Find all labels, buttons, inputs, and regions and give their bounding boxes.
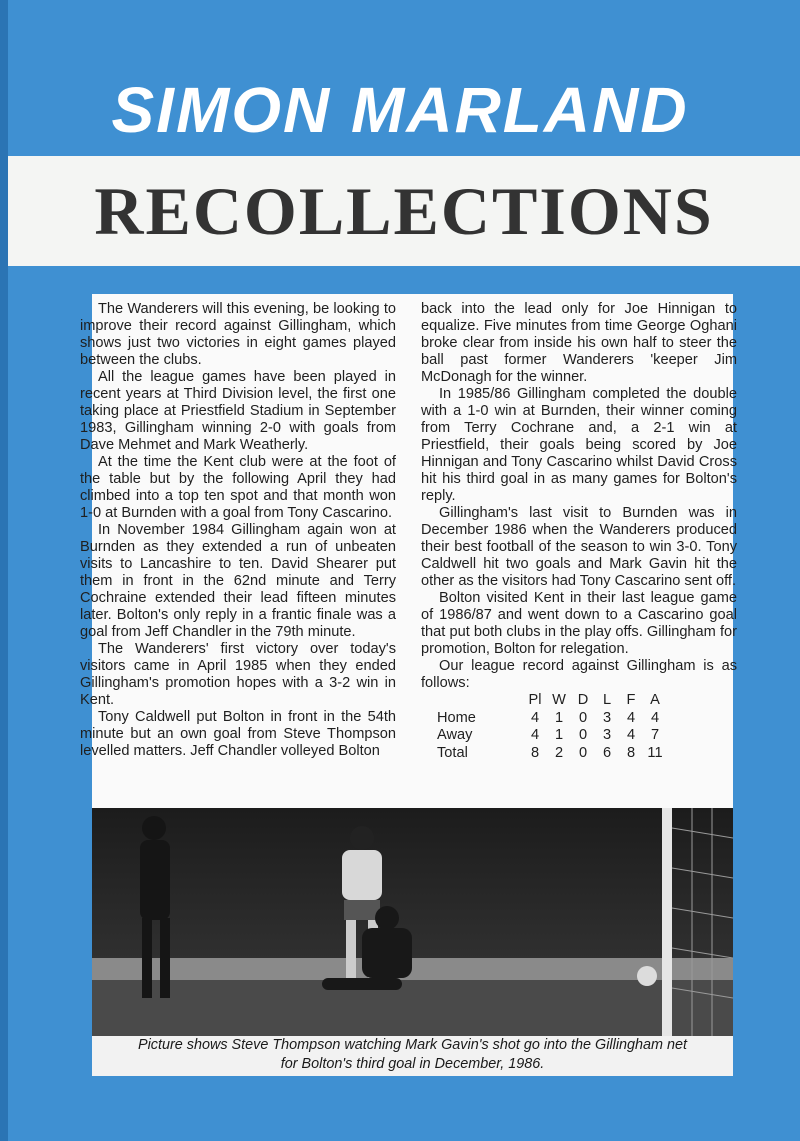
cell: 2 <box>554 744 564 761</box>
article-column-right <box>421 301 737 762</box>
cell: 4 <box>530 727 540 743</box>
football <box>637 966 657 986</box>
cell: 4 <box>650 709 660 726</box>
cell: 4 <box>626 709 636 726</box>
cell: 0 <box>578 727 588 743</box>
paragraph: The Wanderers' first victory over today's visitors came in April 1985 when they ended Gillingham's promotion hopes with a 3-2 win in Kent. <box>80 641 396 708</box>
photo-caption <box>92 1036 733 1076</box>
paragraph: Bolton visited Kent in their last league game of 1986/87 and went down to a Cascarino goal that put both clubs in the play offs. Gillingham for promotion, Bolton for relegation. <box>421 590 737 657</box>
cell: 7 <box>650 727 660 743</box>
cell: 3 <box>602 709 612 726</box>
paragraph: In November 1984 Gillingham again won at Burnden as they extended a run of unbeaten visits to Lancashire to ten. David Shearer put them in front in the 62nd minute and Terry Cochraine extended their lead fifteen minutes later. Bolton's only reply in a frantic finale was a goal from Jeff Chandler in the 79th minute. <box>80 522 396 640</box>
paragraph: Our league record against Gillingham is as follows: <box>421 658 737 691</box>
cell: 1 <box>554 709 564 726</box>
cell: 6 <box>602 744 612 761</box>
table-row <box>421 727 667 745</box>
table-row <box>421 745 667 763</box>
paragraph: At the time the Kent club were at the foot of the table but by the following April they had climbed into a top ten spot and that month won 1-0 at Burnden with a goal from Tony Cascarino. <box>80 454 396 521</box>
cell: 8 <box>626 744 636 761</box>
paragraph: Tony Caldwell put Bolton in front in the 54th minute but an own goal from Steve Thompson levelled matters. Jeff Chandler volleyed Bolton <box>80 709 396 759</box>
paragraph: The Wanderers will this evening, be looking to improve their record against Gillingham, which shows just two victories in eight games played between the clubs. <box>80 301 396 368</box>
article-column-left <box>80 301 396 760</box>
paragraph: All the league games have been played in recent years at Third Division level, the first one taking place at Priestfield Stadium in September 1983, Gillingham winning 2-0 with goals from Dave Mehmet and Mark Weatherly. <box>80 369 396 453</box>
col-header: A <box>650 692 660 708</box>
caption-line: for Bolton's third goal in December, 1986. <box>280 1056 545 1072</box>
col-header: W <box>552 692 566 708</box>
row-label: Away <box>437 727 473 743</box>
page-spine <box>0 0 8 1141</box>
col-header: F <box>626 692 636 708</box>
author-title: SIMON MARLAND <box>111 74 689 146</box>
cell: 1 <box>554 727 564 743</box>
paragraph: In 1985/86 Gillingham completed the double with a 1-0 win at Burnden, their winner coming from Terry Cochrane and, a 2-1 win at Priestfield, their goals being scored by Joe Hinnigan and Tony Cascarino whilst David Cross hit his third goal in as many games for Bolton's reply. <box>421 386 737 504</box>
cell: 3 <box>602 727 612 743</box>
cell: 4 <box>626 727 636 743</box>
cell: 4 <box>530 709 540 726</box>
match-photo <box>92 808 733 1036</box>
col-header: L <box>602 692 612 708</box>
table-row <box>421 710 667 728</box>
cell: 11 <box>647 744 663 761</box>
cell: 8 <box>530 744 540 761</box>
paragraph: back into the lead only for Joe Hinnigan to equalize. Five minutes from time George Oghani broke clear from inside his own half to steer the ball past former Wanderers 'keeper Jim McDonagh for the winner. <box>421 301 737 385</box>
row-label: Home <box>437 709 476 726</box>
paragraph: Gillingham's last visit to Burnden was in December 1986 when the Wanderers produced their best football of the season to win 3-0. Tony Caldwell hit two goals and Mark Gavin hit the other as the visitors had Tony Cascarino sent off. <box>421 505 737 589</box>
col-header: D <box>577 692 589 708</box>
league-record-table <box>421 692 667 762</box>
cell: 0 <box>578 744 588 761</box>
goal-post <box>662 808 672 1036</box>
pitch <box>92 980 733 1036</box>
col-header: Pl <box>528 692 542 708</box>
row-label: Total <box>437 744 468 761</box>
caption-line: Picture shows Steve Thompson watching Mark Gavin's shot go into the Gillingham net <box>137 1037 688 1053</box>
table-header-row <box>421 692 667 710</box>
cell: 0 <box>578 709 588 726</box>
match-photo-illustration <box>92 808 733 1036</box>
article-title: RECOLLECTIONS <box>94 173 714 249</box>
advertising-board <box>92 958 733 980</box>
